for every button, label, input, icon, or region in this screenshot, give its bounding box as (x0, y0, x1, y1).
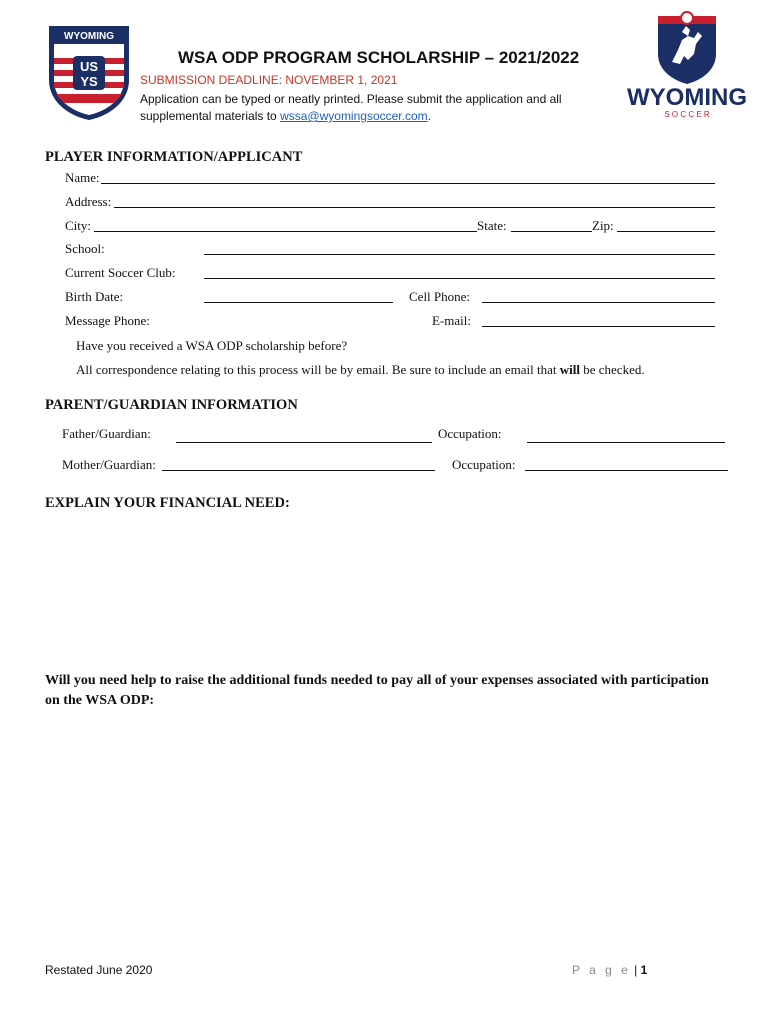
usys-shield-icon (45, 22, 133, 122)
additional-funds-answer-area[interactable] (45, 715, 725, 945)
father-guardian-field[interactable] (176, 442, 432, 443)
school-label: School: (65, 241, 105, 256)
correspondence-note (76, 362, 645, 378)
instructions-end: . (427, 109, 431, 123)
parent-section-heading: PARENT/GUARDIAN INFORMATION (45, 397, 298, 413)
mother-occupation-label: Occupation: (452, 457, 516, 472)
financial-need-heading: EXPLAIN YOUR FINANCIAL NEED: (45, 495, 290, 511)
father-occupation-field[interactable] (527, 442, 725, 443)
svg-text:WYOMING: WYOMING (64, 31, 114, 42)
mother-occupation-field[interactable] (525, 470, 728, 471)
state-field[interactable] (511, 231, 592, 232)
email-label: E-mail: (432, 313, 471, 328)
birth-date-label: Birth Date: (65, 289, 124, 304)
submission-deadline: SUBMISSION DEADLINE: NOVEMBER 1, 2021 (140, 73, 398, 87)
zip-field[interactable] (617, 231, 715, 232)
correspondence-text: All correspondence relating to this process will be by email. Be sure to include an email that (76, 362, 560, 377)
father-guardian-label: Father/Guardian: (62, 426, 151, 441)
zip-label: Zip: (592, 218, 614, 233)
instructions-text: Application can be typed or neatly printed. Please submit the application and all supplemental materials to (140, 92, 562, 123)
svg-text:YS: YS (80, 74, 98, 89)
received-scholarship-question: Have you received a WSA ODP scholarship before? (76, 338, 348, 353)
state-label: State: (477, 218, 507, 233)
email-link[interactable]: wssa@wyomingsoccer.com (280, 109, 428, 123)
father-occupation-label: Occupation: (438, 426, 502, 441)
name-label: Name: (65, 170, 100, 185)
birth-date-field[interactable] (204, 302, 393, 303)
address-label: Address: (65, 194, 112, 209)
wyoming-soccer-logo (622, 10, 752, 122)
instructions-note (140, 91, 610, 125)
page-separator: | (630, 963, 641, 977)
cell-phone-field[interactable] (482, 302, 715, 303)
mother-guardian-label: Mother/Guardian: (62, 457, 156, 472)
svg-text:US: US (79, 59, 99, 74)
page-word: P a g e (572, 963, 631, 977)
page-title: WSA ODP PROGRAM SCHOLARSHIP – 2021/2022 (178, 48, 580, 67)
city-label: City: (65, 218, 92, 233)
correspondence-end: be checked. (579, 362, 645, 377)
svg-text:S O C C E R: S O C C E R (664, 110, 710, 119)
message-phone-label: Message Phone: (65, 313, 150, 328)
svg-text:WYOMING: WYOMING (627, 84, 747, 111)
club-field[interactable] (204, 278, 715, 279)
additional-funds-question: Will you need help to raise the additional funds needed to pay all of your expenses associated with participation on the WSA ODP: (45, 673, 709, 708)
correspondence-emphasis: will (559, 362, 580, 377)
address-field[interactable] (114, 207, 715, 208)
bucking-horse-shield-icon (622, 10, 752, 122)
page-number (572, 963, 647, 977)
financial-need-answer-area[interactable] (45, 520, 725, 660)
name-field[interactable] (101, 183, 715, 184)
page-number-value: 1 (640, 963, 648, 977)
school-field[interactable] (204, 254, 715, 255)
usys-wyoming-logo (45, 22, 133, 122)
email-field[interactable] (482, 326, 715, 327)
club-label: Current Soccer Club: (65, 265, 176, 280)
cell-phone-label: Cell Phone: (409, 289, 471, 304)
mother-guardian-field[interactable] (162, 470, 435, 471)
player-section-heading: PLAYER INFORMATION/APPLICANT (45, 149, 303, 165)
footer-restated: Restated June 2020 (45, 963, 153, 977)
city-field[interactable] (94, 231, 477, 232)
